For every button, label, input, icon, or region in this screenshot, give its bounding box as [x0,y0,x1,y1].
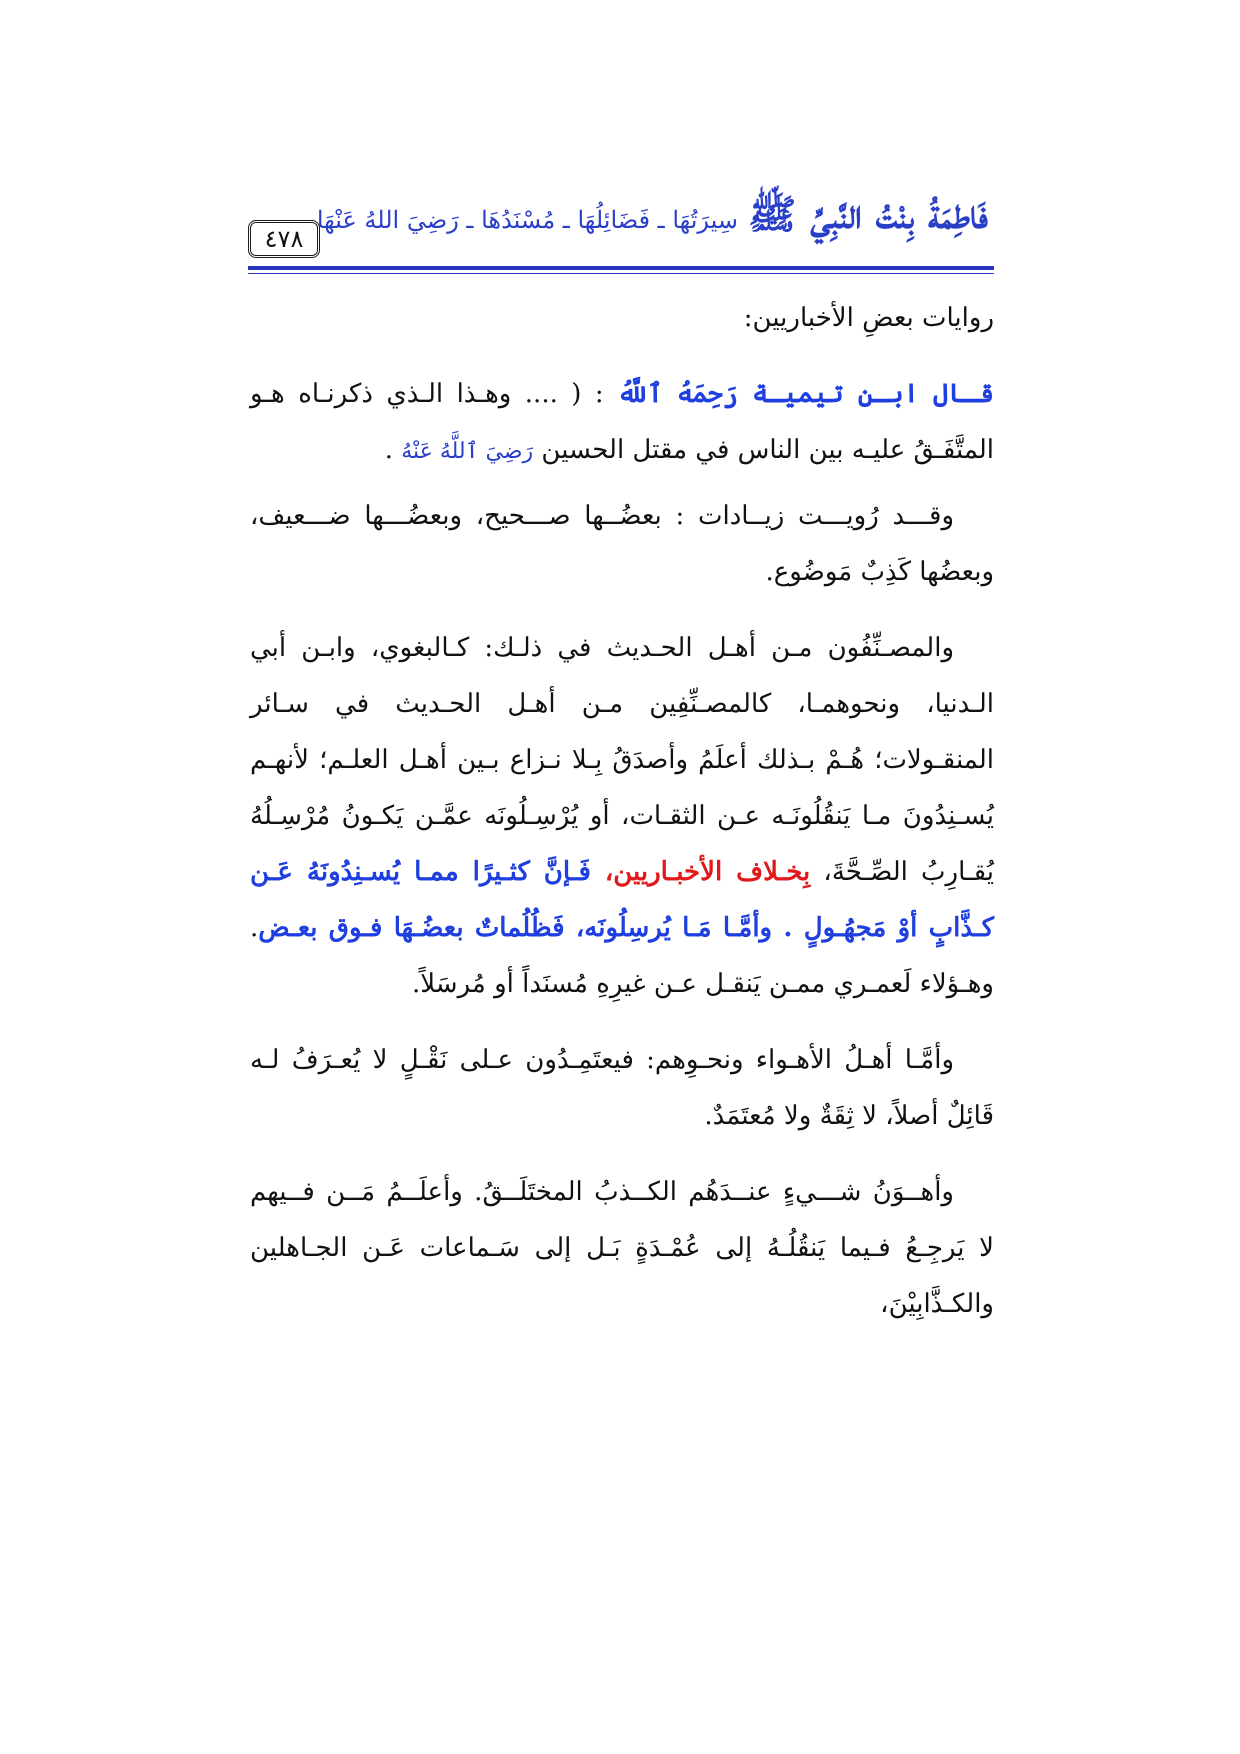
header-rule-thin [248,273,994,274]
paragraph-lies: وأهــوَنُ شـــيءٍ عنــدَهُم الكــذبُ المختَلَــقُ. وأعلَــمُ مَــن فــيهم لا يَرجِـعُ فـيما يَنقُلُـهُ إلى عُمْـدَةٍ بَـل إلى سَـماعات عَـن الجـاهلين والكـذَّابِيْنَ، [250,1177,994,1319]
page-content [250,290,994,1332]
header-rule-thick [248,266,994,270]
highlight-red: بِخـلاف الأخبـاريين، [590,857,811,887]
page-number: ٤٧٨ [248,220,320,258]
highlight-blue: فَـإنَّ كثـيرًا ممـا يُسـنِدُونَهُ عَـن كـذَّابٍ أوْ مَجهُـولٍ . وأمَّـا مَـا يُرسِلُونَه، فَظُلُماتٌ بعضُـهَا فـوق بعـض [250,857,994,943]
honorific-text: رَضِيَ ٱللَّهُ عَنْهُ [401,439,534,464]
quote-text: : ( .... وهـذا الـذي ذكرنـاه هـو المتَّفَـقُ عليـه بين الناس في مقتل الحسين [250,379,994,465]
paragraph-quote [250,366,994,480]
page-header [248,180,994,280]
book-title-main: فَاطِمَةُ بِنْتُ النَّبِيِّ ﷺ [748,191,988,238]
quote-speaker: قـال ابـن تيميـة رَحِمَهُ ٱللَّهُ [617,379,994,409]
paragraph-compilers [250,620,994,1012]
section-heading: روايات بعضِ الأخباريين: [743,303,994,333]
compilers-text: والمصـنِّفُون مـن أهـل الحـديث في ذلـك: كـالبغوي، وابـن أبي الـدنيا، ونحوهمـا، كالمصـنِّفِين مـن أهـل الحـديث في سـائر المنقـولات؛ هُـمْ بـذلك أعلَمُ وأصدَقُ بِـلا نـزاع بـين أهـل العلـم؛ لأنهـم يُسـنِدُونَ مـا يَنقُلُونَـه عـن الثقـات، أو يُرْسِـلُونَه عمَّـن يَكـونُ مُرْسِـلُهُ يُقـارِبُ الصِّـحَّةَ، [250,633,994,887]
book-title-subtitle: سِيرَتُهَا ـ فَضَائِلُهَا ـ مُسْنَدُهَا ـ رَضِيَ اللهُ عَنْهَا [316,206,738,234]
paragraph-narrations: وقـــد رُويـــت زيــادات : بعضُــها صـــحيح، وبعضُـــها ضـــعيف، وبعضُها كَذِبٌ مَوضُوع. [250,501,994,587]
compilers-end: . وهـؤلاء لَعمـري ممـن يَنقـل عـن غيرِهِ مُسنَداً أو مُرسَلاً. [250,913,994,999]
book-title [317,190,988,248]
quote-end: . [384,435,402,465]
paragraph-people-of-desires: وأمَّـا أهـلُ الأهـواء ونحـوِهم: فيعتَمِـدُون عـلى نَقْـلٍ لا يُعـرَفُ لـه قَائِلٌ أصلاً، لا ثِقَةٌ ولا مُعتَمَدٌ. [250,1045,994,1131]
